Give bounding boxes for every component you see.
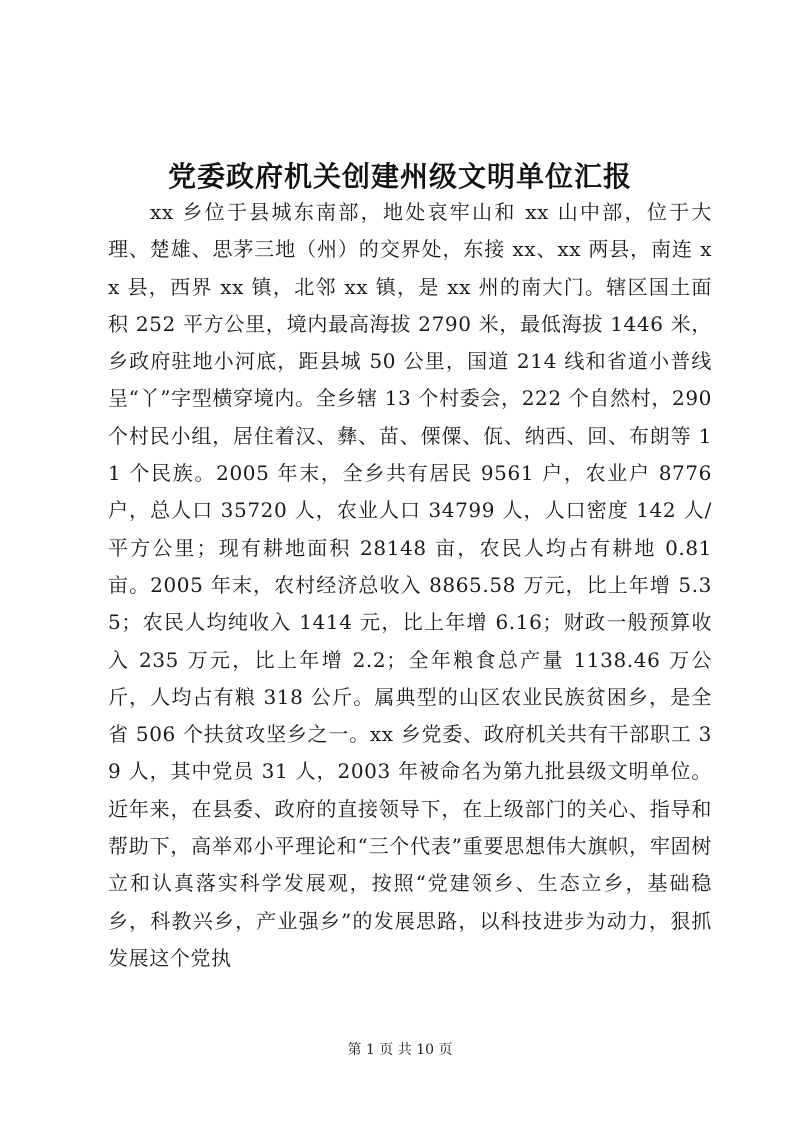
body-paragraph: xx 乡位于县城东南部，地处哀牢山和 xx 山中部，位于大理、楚雄、思茅三地（州）的交界处，东接 xx、xx 两县，南连 xx 县，西界 xx 镇，北邻 xx 镇，是 xx 州的南大门。辖区国土面积 252 平方公里，境内最高海拔 2790 米，最低海拔 1446 米，乡政府驻地小河底，距县城 50 公里，国道 214 线和省道小普线呈“丫”字型横穿境内。全乡辖 13 个村委会，222 个自然村，290 个村民小组，居住着汉、彝、苗、傈僳、佤、纳西、回、布朗等 11 个民族。2005 年末，全乡共有居民 9561 户，农业户 8776 户，总人口 35720 人，农业人口 34799 人，人口密度 142 人/平方公里；现有耕地面积 28148 亩，农民人均占有耕地 0.81 亩。2005 年末，农村经济总收入 8865.58 万元，比上年增 5.35；农民人均纯收入 1414 元，比上年增 6.16；财政一般预算收入 235 万元，比上年增 2.2；全年粮食总产量 1138.46 万公斤，人均占有粮 318 公斤。属典型的山区农业民族贫困乡，是全省 506 个扶贫攻坚乡之一。xx 乡党委、政府机关共有干部职工 39 人，其中党员 31 人，2003 年被命名为第九批县级文明单位。近年来，在县委、政府的直接领导下，在上级部门的关心、指导和帮助下，高举邓小平理论和“三个代表”重要思想伟大旗帜，牢固树立和认真落实科学发展观，按照“党建领乡、生态立乡，基础稳乡，科教兴乡，产业强乡”的发展思路，以科技进步为动力，狠抓发展这个党执 <box>108 200 712 970</box>
page-number-footer: 第 1 页 共 10 页 <box>347 1042 453 1058</box>
document-title: 党委政府机关创建州级文明单位汇报 <box>167 159 632 193</box>
